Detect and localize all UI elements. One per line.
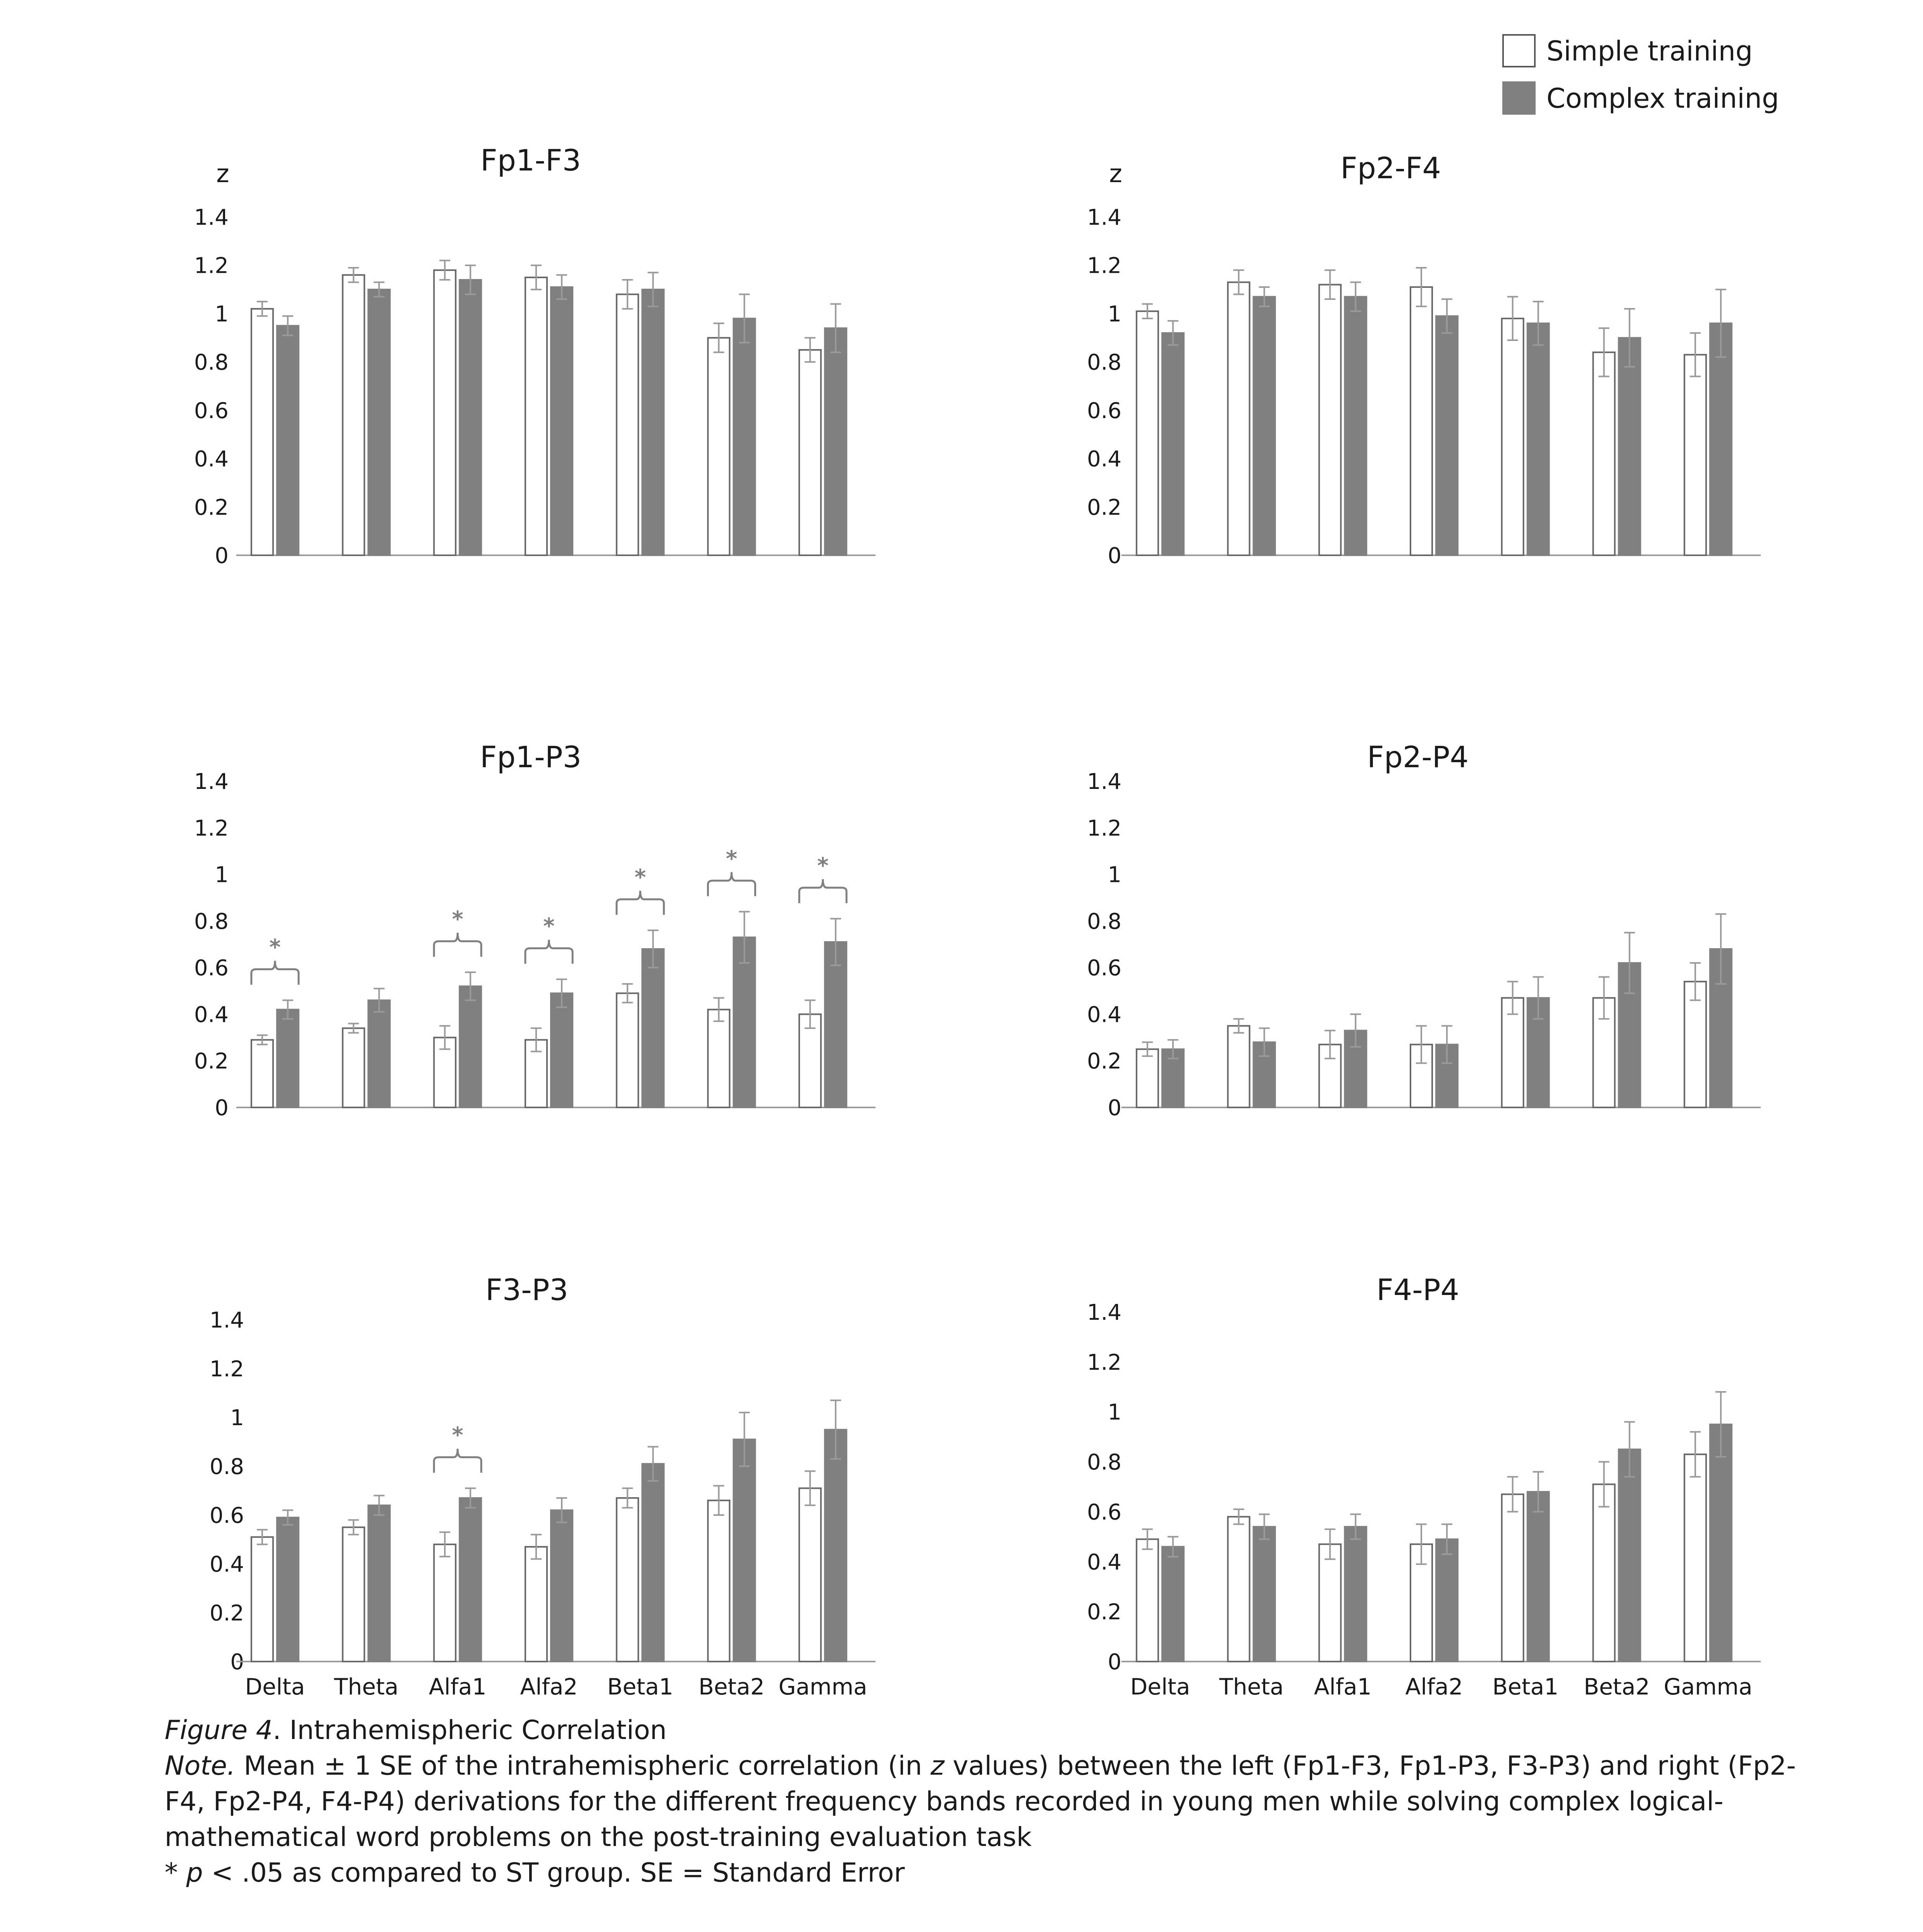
significance-marker-alfa2: * — [543, 914, 555, 939]
bar-simple-training-alfa1 — [1319, 1544, 1341, 1662]
y-tick-label: 0 — [215, 1095, 229, 1121]
bar-complex-training-gamma — [825, 328, 846, 555]
legend-swatch-complex-training — [1503, 82, 1535, 114]
bar-complex-training-gamma — [825, 942, 846, 1107]
bar-complex-training-delta — [277, 326, 299, 555]
chart-panel-f4-p4 — [1087, 1273, 1761, 1700]
significance-marker-beta1: * — [635, 864, 646, 890]
bar-simple-training-delta — [251, 1040, 273, 1107]
bar-complex-training-alfa1 — [459, 280, 481, 555]
bar-complex-training-alfa1 — [459, 986, 481, 1107]
y-tick-label: 0.6 — [1087, 956, 1121, 981]
note-text-2: values) between the left (Fp1-F3, Fp1-P3, F3-P3) and right (Fp2-F4, Fp2-P4, F4-P4) derivations for the different frequency bands recorded in young men while solving complex logical-mathematical word problems on the post-training evaluation task — [165, 1751, 1796, 1853]
note-z: z — [931, 1751, 944, 1781]
y-tick-label: 1.4 — [194, 769, 229, 794]
y-tick-label: 0.6 — [209, 1503, 244, 1528]
chart-panel-f3-p3 — [210, 1273, 875, 1700]
significance-brace-alfa1 — [434, 1449, 481, 1473]
significance-brace-alfa1 — [434, 933, 481, 957]
y-axis-label: z — [1109, 160, 1122, 188]
y-tick-label: 1 — [1108, 1400, 1121, 1425]
significance-brace-delta — [251, 961, 299, 985]
y-tick-label: 1.2 — [209, 1357, 244, 1382]
chart-title: Fp1-P3 — [480, 740, 581, 774]
y-tick-label: 1.2 — [1087, 1350, 1121, 1375]
bar-simple-training-beta2 — [1593, 352, 1615, 555]
bar-simple-training-theta — [1228, 282, 1250, 555]
y-tick-label: 0 — [215, 543, 229, 568]
y-tick-label: 0.2 — [194, 1049, 229, 1074]
bar-complex-training-gamma — [825, 1430, 846, 1662]
bar-simple-training-beta2 — [1593, 1484, 1615, 1662]
significance-brace-gamma — [799, 879, 846, 903]
significance-brace-alfa2 — [525, 940, 573, 964]
bar-simple-training-delta — [251, 309, 273, 555]
bar-complex-training-theta — [1254, 297, 1275, 555]
y-tick-label: 1.4 — [1087, 769, 1121, 794]
legend-label-complex-training: Complex training — [1546, 83, 1779, 114]
bar-complex-training-beta2 — [1619, 1449, 1640, 1662]
y-tick-label: 0.8 — [1087, 350, 1121, 375]
bar-complex-training-beta1 — [1527, 1492, 1549, 1662]
significance-marker-beta2: * — [726, 846, 738, 871]
bar-simple-training-alfa1 — [434, 1545, 456, 1662]
y-tick-label: 0 — [1108, 1095, 1121, 1121]
y-tick-label: 0.4 — [1087, 1002, 1121, 1028]
bar-complex-training-beta1 — [642, 1464, 664, 1662]
y-tick-label: 1.4 — [1087, 205, 1121, 230]
bar-simple-training-delta — [1137, 1539, 1158, 1662]
bar-simple-training-theta — [1228, 1517, 1250, 1662]
bar-simple-training-alfa2 — [525, 277, 547, 555]
bar-simple-training-gamma — [1684, 1454, 1706, 1662]
bar-complex-training-alfa1 — [1345, 297, 1366, 555]
y-tick-label: 0 — [1108, 543, 1121, 568]
note-label: Note. — [165, 1751, 236, 1781]
legend — [1503, 35, 1779, 114]
bar-simple-training-delta — [251, 1537, 273, 1662]
y-tick-label: 1.4 — [1087, 1300, 1121, 1325]
y-tick-label: 1 — [1108, 862, 1121, 888]
y-axis-label: z — [216, 160, 229, 188]
y-tick-label: 1.2 — [194, 816, 229, 841]
bar-simple-training-delta — [1137, 1049, 1158, 1107]
significance-marker-alfa1: * — [452, 1422, 463, 1448]
bar-complex-training-alfa1 — [459, 1498, 481, 1662]
x-tick-label-alfa2: Alfa2 — [1405, 1674, 1463, 1700]
x-tick-label-alfa1: Alfa1 — [1314, 1674, 1372, 1700]
bar-complex-training-beta1 — [1527, 323, 1549, 555]
significance-marker-delta: * — [269, 935, 281, 960]
bar-simple-training-gamma — [799, 350, 821, 555]
bar-simple-training-gamma — [799, 1488, 821, 1662]
y-tick-label: 0.6 — [1087, 1500, 1121, 1525]
bar-simple-training-beta1 — [617, 993, 638, 1107]
x-tick-label-beta2: Beta2 — [1584, 1674, 1650, 1700]
y-tick-label: 1 — [230, 1405, 244, 1431]
bar-simple-training-theta — [343, 1527, 365, 1662]
bar-complex-training-delta — [1162, 1547, 1184, 1662]
y-tick-label: 0.2 — [209, 1601, 244, 1626]
bar-complex-training-alfa2 — [1436, 316, 1458, 555]
y-tick-label: 0.2 — [1087, 1049, 1121, 1074]
bar-complex-training-alfa2 — [1436, 1539, 1458, 1662]
x-tick-label-delta: Delta — [1130, 1674, 1190, 1700]
x-tick-label-theta: Theta — [334, 1674, 399, 1700]
figure-label: Figure 4 — [165, 1715, 273, 1746]
y-tick-label: 1 — [215, 862, 229, 888]
bar-simple-training-beta1 — [1502, 319, 1524, 555]
y-tick-label: 0.6 — [1087, 398, 1121, 424]
bar-simple-training-alfa2 — [525, 1547, 547, 1662]
caption-significance — [165, 1855, 1830, 1891]
chart-title: Fp1-F3 — [480, 143, 581, 177]
chart-panel-fp2-f4 — [1087, 151, 1761, 568]
chart-panel-fp1-p3 — [194, 740, 875, 1121]
bar-simple-training-alfa1 — [434, 270, 456, 555]
bar-complex-training-alfa2 — [551, 287, 573, 555]
caption-title-line — [165, 1713, 1830, 1748]
bar-simple-training-beta1 — [1502, 1494, 1524, 1662]
chart-panel-fp1-f3 — [194, 143, 875, 568]
bar-complex-training-theta — [368, 289, 390, 555]
figure-title: . Intrahemispheric Correlation — [272, 1715, 667, 1746]
bar-simple-training-beta2 — [708, 338, 729, 555]
y-tick-label: 1.2 — [1087, 253, 1121, 279]
y-tick-label: 1.2 — [194, 253, 229, 279]
y-tick-label: 0.8 — [194, 909, 229, 934]
chart-panel-fp2-p4 — [1087, 740, 1761, 1121]
sig-p: p — [186, 1858, 203, 1888]
bar-complex-training-beta2 — [733, 1440, 755, 1662]
significance-brace-beta2 — [708, 872, 755, 896]
y-tick-label: 0.2 — [194, 495, 229, 520]
x-tick-label-gamma: Gamma — [1663, 1674, 1753, 1700]
bar-complex-training-gamma — [1710, 323, 1732, 555]
significance-brace-beta1 — [617, 891, 664, 915]
x-tick-label-beta1: Beta1 — [607, 1674, 674, 1700]
y-tick-label: 0.8 — [209, 1454, 244, 1479]
chart-title: F3-P3 — [485, 1273, 568, 1307]
bar-simple-training-theta — [1228, 1026, 1250, 1108]
bar-complex-training-delta — [277, 1517, 299, 1662]
y-tick-label: 0.8 — [1087, 1450, 1121, 1475]
y-tick-label: 0.4 — [194, 446, 229, 472]
legend-label-simple-training: Simple training — [1546, 35, 1753, 67]
bar-simple-training-gamma — [1684, 355, 1706, 555]
bar-complex-training-beta1 — [642, 289, 664, 555]
y-tick-label: 0 — [230, 1650, 244, 1675]
x-tick-label-theta: Theta — [1219, 1674, 1284, 1700]
y-tick-label: 0 — [1108, 1650, 1121, 1675]
x-tick-label-beta2: Beta2 — [698, 1674, 765, 1700]
y-tick-label: 0.4 — [1087, 1550, 1121, 1575]
y-tick-label: 1 — [1108, 301, 1121, 327]
bar-complex-training-alfa2 — [551, 993, 573, 1107]
bar-complex-training-delta — [1162, 333, 1184, 555]
x-tick-label-delta: Delta — [245, 1674, 305, 1700]
chart-panels — [194, 143, 1761, 1700]
y-tick-label: 0.2 — [1087, 1600, 1121, 1625]
y-tick-label: 0.2 — [1087, 495, 1121, 520]
chart-title: F4-P4 — [1376, 1273, 1459, 1307]
bar-complex-training-theta — [368, 1000, 390, 1107]
bar-complex-training-alfa2 — [551, 1510, 573, 1662]
bar-simple-training-beta2 — [708, 1500, 729, 1662]
x-tick-label-alfa1: Alfa1 — [428, 1674, 487, 1700]
y-tick-label: 0.8 — [194, 350, 229, 375]
significance-marker-gamma: * — [817, 853, 829, 878]
bar-simple-training-alfa2 — [1410, 287, 1432, 555]
bar-complex-training-beta2 — [1619, 338, 1640, 555]
caption-note — [165, 1748, 1830, 1855]
sig-text: < .05 as compared to ST group. SE = Standard Error — [203, 1858, 905, 1888]
y-tick-label: 1.4 — [209, 1308, 244, 1333]
y-tick-label: 0.4 — [194, 1002, 229, 1028]
bar-simple-training-beta1 — [617, 1498, 638, 1662]
figure-caption — [165, 1713, 1830, 1891]
bar-simple-training-delta — [1137, 311, 1158, 555]
bar-complex-training-alfa1 — [1345, 1527, 1366, 1662]
significance-marker-alfa1: * — [452, 907, 463, 932]
chart-title: Fp2-F4 — [1340, 151, 1441, 185]
bar-complex-training-gamma — [1710, 1424, 1732, 1662]
y-tick-label: 0.4 — [209, 1552, 244, 1577]
bar-complex-training-delta — [277, 1009, 299, 1107]
bar-complex-training-theta — [1254, 1527, 1275, 1662]
y-tick-label: 0.6 — [194, 956, 229, 981]
bar-simple-training-beta1 — [617, 294, 638, 555]
x-tick-label-alfa2: Alfa2 — [520, 1674, 578, 1700]
bar-complex-training-beta2 — [733, 319, 755, 555]
bar-simple-training-theta — [343, 1028, 365, 1107]
bar-complex-training-beta1 — [642, 949, 664, 1107]
chart-title: Fp2-P4 — [1367, 740, 1469, 774]
legend-swatch-simple-training — [1503, 35, 1535, 67]
x-tick-label-gamma: Gamma — [778, 1674, 867, 1700]
note-text-1: Mean ± 1 SE of the intrahemispheric correlation (in — [235, 1751, 931, 1781]
y-tick-label: 0.8 — [1087, 909, 1121, 934]
bar-simple-training-beta2 — [708, 1009, 729, 1107]
bar-simple-training-theta — [343, 275, 365, 555]
y-tick-label: 1.2 — [1087, 816, 1121, 841]
y-tick-label: 1 — [215, 301, 229, 327]
y-tick-label: 1.4 — [194, 205, 229, 230]
y-tick-label: 0.4 — [1087, 446, 1121, 472]
y-tick-label: 0.6 — [194, 398, 229, 424]
bar-complex-training-theta — [368, 1505, 390, 1662]
sig-star: * — [165, 1858, 186, 1888]
bar-simple-training-alfa1 — [1319, 285, 1341, 555]
x-tick-label-beta1: Beta1 — [1492, 1674, 1559, 1700]
